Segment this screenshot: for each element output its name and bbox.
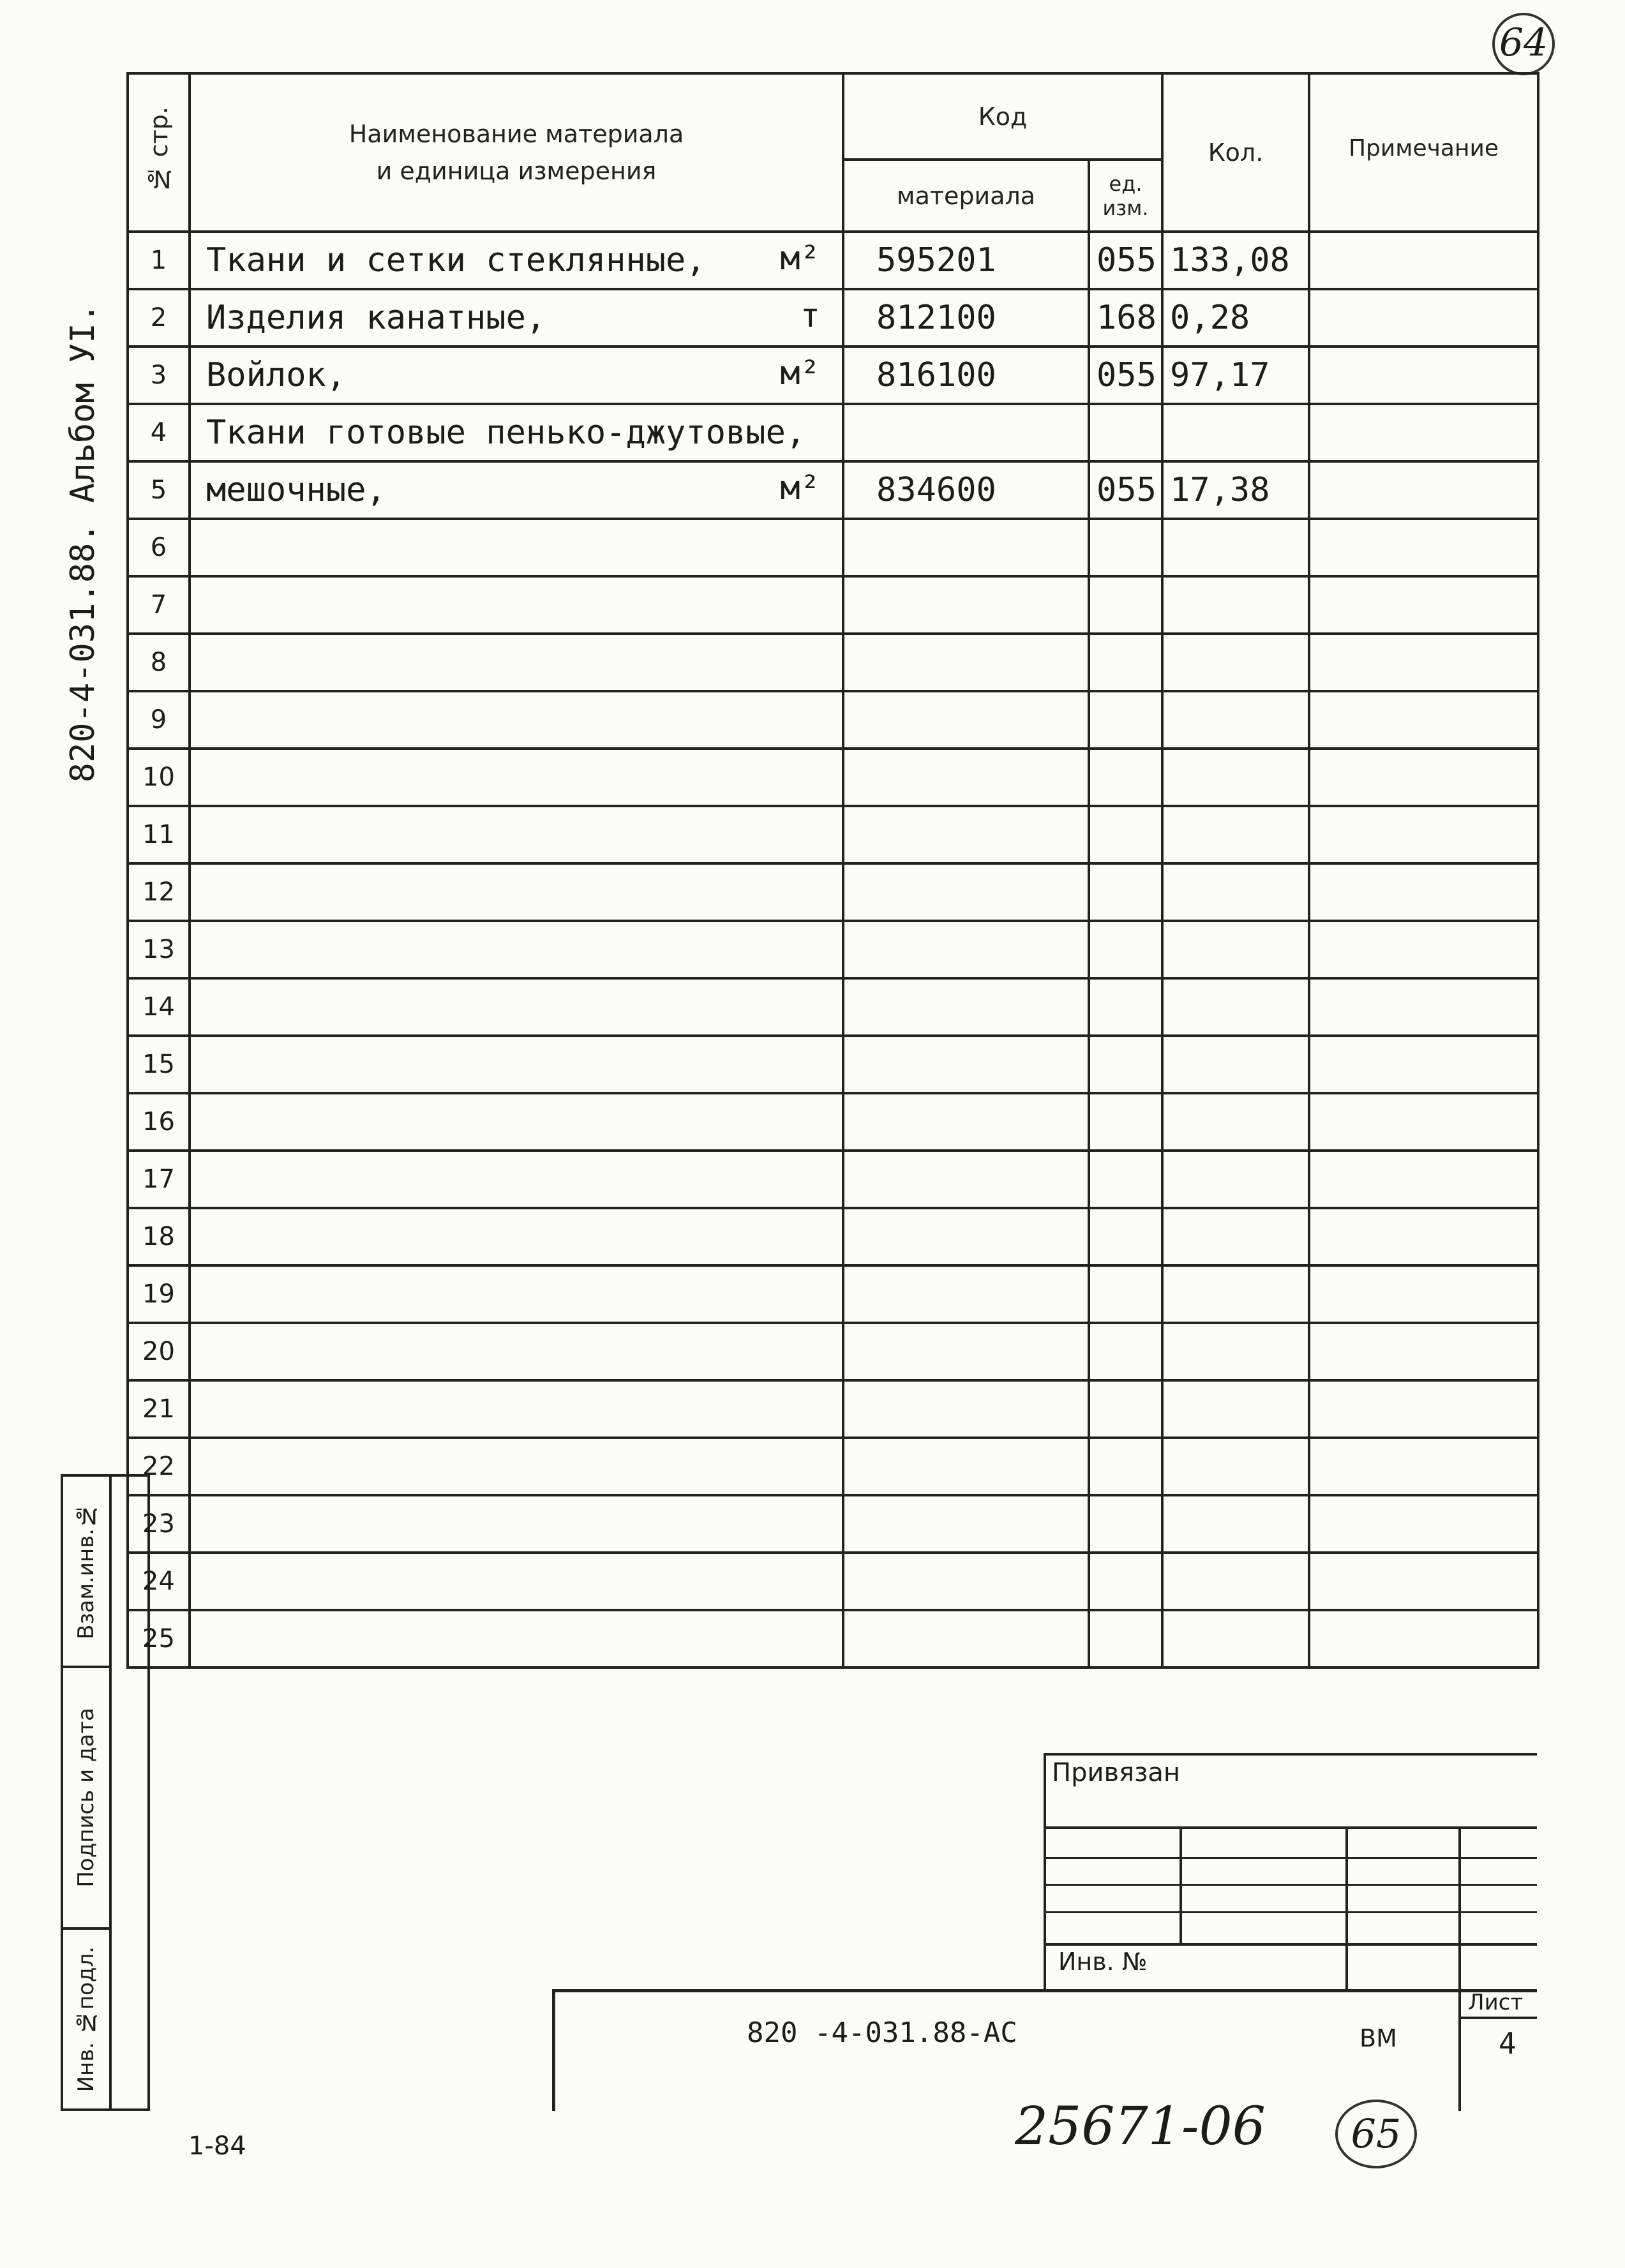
row-number: 24 [128,1553,190,1610]
handwritten-code: 25671-06 [1015,2096,1266,2157]
quantity [1162,1265,1309,1323]
material-name [190,691,843,749]
note [1309,1380,1538,1438]
quantity [1162,519,1309,576]
document-type: ВМ [1359,2024,1397,2052]
material-code [843,921,1089,978]
col-name-line1: Наименование материала [348,120,684,148]
table-row [128,749,1538,806]
table-row [128,1036,1538,1093]
material-name [190,921,843,978]
form-code: 1-84 [188,2131,246,2161]
table-row [128,1093,1538,1151]
table-row [128,1151,1538,1208]
materials-table [126,72,1539,1669]
quantity [1162,1610,1309,1667]
album-code: 820-4-031.88. Альбом УI. [64,303,102,783]
quantity [1162,1036,1309,1093]
row-number: 21 [128,1380,190,1438]
note [1309,576,1538,634]
material-name [190,806,843,863]
note [1309,289,1538,347]
unit-of-measure: м² [780,469,820,507]
note [1309,1151,1538,1208]
material-name [190,519,843,576]
unit-code [1089,863,1162,921]
quantity [1162,1208,1309,1265]
quantity [1162,978,1309,1036]
quantity [1162,1093,1309,1151]
material-code [843,519,1089,576]
col-code-material-header: материала [843,160,1089,232]
unit-code [1089,1323,1162,1380]
material-code [843,978,1089,1036]
sheet-label: Лист [1468,1990,1524,2015]
row-number: 18 [128,1208,190,1265]
note [1309,1495,1538,1553]
material-code [843,634,1089,691]
podpis-data-cell [63,1668,109,1930]
table-row [128,1208,1538,1265]
row-number: 2 [128,289,190,347]
quantity [1162,576,1309,634]
material-name [190,1208,843,1265]
table-row [128,519,1538,576]
row-number: 17 [128,1151,190,1208]
material-code [843,691,1089,749]
unit-code: 055 [1089,232,1162,289]
material-name [190,1323,843,1380]
material-name [190,863,843,921]
unit-code [1089,1438,1162,1495]
row-number: 10 [128,749,190,806]
row-number: 20 [128,1323,190,1380]
unit-code: 055 [1089,461,1162,519]
material-name-text: Ткани готовые пенько-джутовые, [206,414,806,452]
podpis-data-label: Подпись и дата [73,1708,99,1888]
note [1309,1438,1538,1495]
quantity [1162,691,1309,749]
unit-code [1089,691,1162,749]
document-code: 820 -4-031.88-АС [747,2017,1017,2049]
note [1309,404,1538,461]
quantity [1162,1151,1309,1208]
material-name [190,1151,843,1208]
unit-of-measure: м² [780,239,820,278]
material-code [843,749,1089,806]
row-number: 22 [128,1438,190,1495]
row-number: 25 [128,1610,190,1667]
material-name [190,576,843,634]
col-qty-header: Кол. [1162,73,1309,232]
material-code [843,806,1089,863]
note [1309,1265,1538,1323]
col-no-label: № стр. [144,106,173,193]
note [1309,921,1538,978]
row-number: 12 [128,863,190,921]
material-name [190,749,843,806]
material-code: 834600 [843,461,1089,519]
unit-code [1089,1093,1162,1151]
note [1309,978,1538,1036]
quantity [1162,749,1309,806]
unit-code [1089,1265,1162,1323]
quantity: 133,08 [1162,232,1309,289]
table-row [128,634,1538,691]
material-code [843,1553,1089,1610]
table-row [128,1610,1538,1667]
table-row [128,1265,1538,1323]
material-name [190,404,843,461]
col-code-unit-header: ед. изм. [1089,160,1162,232]
material-name [190,232,843,289]
material-name-text: мешочные, [206,471,386,509]
material-name [190,461,843,519]
table-row [128,978,1538,1036]
unit-code [1089,1151,1162,1208]
unit-code [1089,921,1162,978]
table-row [128,232,1538,289]
quantity [1162,806,1309,863]
unit-code [1089,1495,1162,1553]
inv-podl-label: Инв. №подл. [73,1946,99,2093]
quantity [1162,1553,1309,1610]
vzam-inv-cell [63,1477,109,1668]
note [1309,806,1538,863]
material-name-text: Изделия канатные, [206,299,546,337]
material-name [190,1093,843,1151]
sheet-number: 4 [1499,2026,1516,2061]
quantity [1162,1323,1309,1380]
material-code [843,576,1089,634]
note [1309,519,1538,576]
material-name [190,978,843,1036]
material-name-text: Войлок, [206,356,347,394]
unit-code [1089,978,1162,1036]
row-number: 14 [128,978,190,1036]
unit-code [1089,1610,1162,1667]
material-code [843,1036,1089,1093]
material-name [190,289,843,347]
row-number: 3 [128,347,190,404]
material-code: 595201 [843,232,1089,289]
unit-code [1089,576,1162,634]
row-number: 4 [128,404,190,461]
col-name-header [190,73,843,232]
table-row [128,806,1538,863]
material-code [843,863,1089,921]
material-name [190,1438,843,1495]
material-code [843,1208,1089,1265]
unit-of-measure: т [800,297,820,335]
table-row [128,289,1538,347]
table-row [128,461,1538,519]
quantity [1162,863,1309,921]
table-row [128,1380,1538,1438]
material-code [843,1151,1089,1208]
note [1309,691,1538,749]
row-number: 19 [128,1265,190,1323]
quantity: 0,28 [1162,289,1309,347]
material-code [843,404,1089,461]
bottom-page-number: 65 [1335,2100,1417,2168]
material-code: 816100 [843,347,1089,404]
side-stamp-box [61,1474,150,2111]
unit-code [1089,634,1162,691]
note [1309,461,1538,519]
row-number: 5 [128,461,190,519]
quantity: 97,17 [1162,347,1309,404]
table-row [128,691,1538,749]
row-number: 1 [128,232,190,289]
inv-no-label: Инв. № [1058,1948,1148,1976]
inv-podl-cell [63,1930,109,2108]
row-number: 7 [128,576,190,634]
material-name [190,1265,843,1323]
row-number: 8 [128,634,190,691]
quantity [1162,1438,1309,1495]
table-row [128,1553,1538,1610]
material-code [843,1610,1089,1667]
material-name [190,1495,843,1553]
note [1309,347,1538,404]
row-number: 11 [128,806,190,863]
unit-code [1089,1380,1162,1438]
note [1309,1610,1538,1667]
privyazan-label: Привязан [1052,1758,1181,1787]
material-name [190,347,843,404]
quantity [1162,921,1309,978]
material-name [190,1036,843,1093]
unit-code [1089,404,1162,461]
quantity: 17,38 [1162,461,1309,519]
material-name-text: Ткани и сетки стеклянные, [206,241,706,280]
unit-code [1089,749,1162,806]
top-page-number: 64 [1492,13,1555,75]
material-code [843,1380,1089,1438]
material-code [843,1265,1089,1323]
table-row [128,1495,1538,1553]
material-code [843,1495,1089,1553]
material-name [190,634,843,691]
table-row [128,921,1538,978]
row-number: 6 [128,519,190,576]
note [1309,1093,1538,1151]
row-number: 15 [128,1036,190,1093]
note [1309,1553,1538,1610]
quantity [1162,1380,1309,1438]
material-name [190,1553,843,1610]
table-row [128,404,1538,461]
quantity [1162,634,1309,691]
col-no-header [128,73,190,232]
material-code: 812100 [843,289,1089,347]
row-number: 13 [128,921,190,978]
material-code [843,1323,1089,1380]
unit-code [1089,1208,1162,1265]
table-row [128,1323,1538,1380]
note [1309,1323,1538,1380]
material-code [843,1438,1089,1495]
unit-code: 168 [1089,289,1162,347]
unit-code [1089,519,1162,576]
note [1309,232,1538,289]
row-number: 16 [128,1093,190,1151]
unit-of-measure: м² [780,354,820,392]
col-note-header: Примечание [1309,73,1538,232]
col-name-line2: и единица измерения [376,157,657,185]
table-row [128,863,1538,921]
unit-code [1089,806,1162,863]
vzam-inv-label: Взам.инв.№ [73,1503,99,1639]
note [1309,1208,1538,1265]
material-name [190,1610,843,1667]
unit-code [1089,1036,1162,1093]
note [1309,634,1538,691]
material-name [190,1380,843,1438]
material-code [843,1093,1089,1151]
note [1309,749,1538,806]
note [1309,1036,1538,1093]
unit-code [1089,1553,1162,1610]
quantity [1162,404,1309,461]
unit-code: 055 [1089,347,1162,404]
row-number: 9 [128,691,190,749]
table-row [128,576,1538,634]
table-row [128,347,1538,404]
note [1309,863,1538,921]
col-code-header: Код [843,73,1162,160]
quantity [1162,1495,1309,1553]
row-number: 23 [128,1495,190,1553]
table-row [128,1438,1538,1495]
